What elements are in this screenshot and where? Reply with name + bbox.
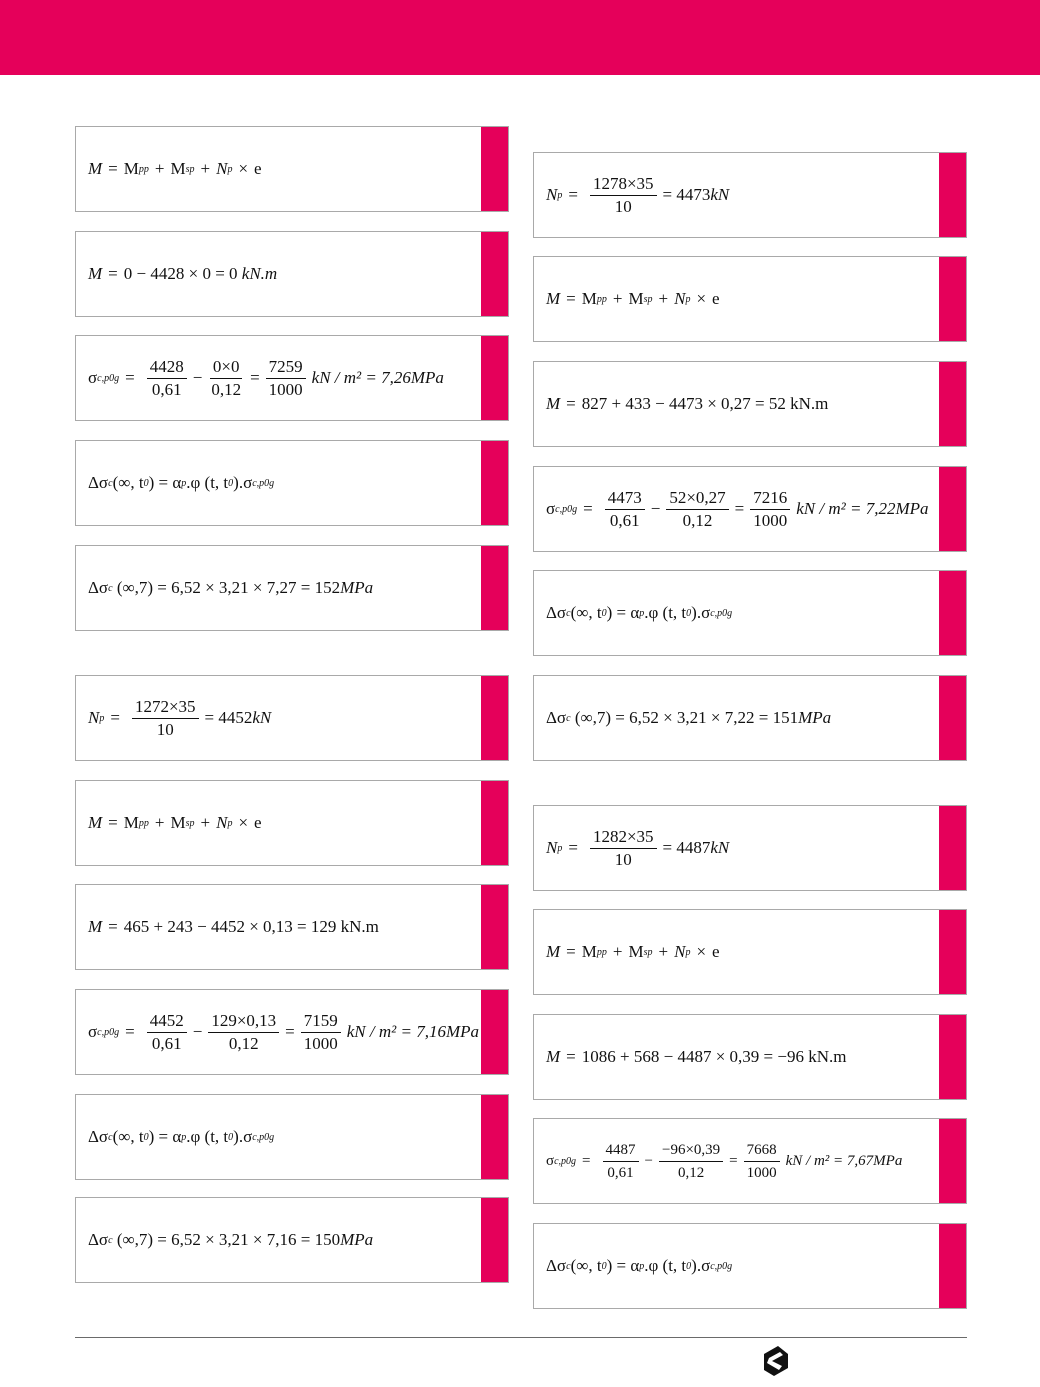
unit: kN xyxy=(252,708,272,727)
subscript: sp xyxy=(185,163,195,175)
subscript: c xyxy=(566,607,571,619)
symbol: Δσ xyxy=(88,578,109,597)
numerator: 4428 xyxy=(147,357,187,379)
expression: (∞,7) = 6,52 × 3,21 × 7,16 = 150 xyxy=(116,1230,341,1249)
denominator: 0,61 xyxy=(151,379,182,399)
expression: ).σ xyxy=(691,603,711,622)
fraction xyxy=(659,1140,723,1183)
accent-tab xyxy=(481,1198,508,1282)
denominator: 1000 xyxy=(746,1164,777,1181)
numerator: 4473 xyxy=(605,488,645,510)
accent-tab xyxy=(481,1095,508,1179)
denominator: 1000 xyxy=(753,510,788,530)
denominator: 1000 xyxy=(268,379,303,399)
formula-box xyxy=(75,335,509,421)
fraction xyxy=(208,1011,279,1054)
subscript: 0 xyxy=(686,1260,692,1272)
footer-divider xyxy=(75,1337,967,1338)
stress-formula: σ c,p0g = $\frac{4452}{0,61}$ − $\frac{129\times 0,13}{0,12}$ = $\frac{7159}{1000}$ kN / m² = 7,16 MPa xyxy=(88,1010,479,1053)
denominator: 10 xyxy=(614,196,632,216)
symbol: e xyxy=(712,942,720,961)
subscript: c,p0g xyxy=(710,607,733,619)
expression: 1086 + 568 − 4487 × 0,39 = −96 kN.m xyxy=(581,1047,847,1066)
expression: ) = α xyxy=(148,473,182,492)
accent-tab xyxy=(481,885,508,969)
unit: MPa xyxy=(340,1230,374,1249)
fraction xyxy=(208,357,244,400)
accent-tab xyxy=(939,806,966,890)
formula-box xyxy=(533,909,967,995)
expression: ).σ xyxy=(691,1256,711,1275)
numerator: 7159 xyxy=(301,1011,341,1033)
numerator: −96×0,39 xyxy=(659,1140,723,1162)
expression: (∞,7) = 6,52 × 3,21 × 7,22 = 151 xyxy=(574,708,799,727)
formula-box xyxy=(533,256,967,342)
subscript: 0 xyxy=(228,1131,234,1143)
moment-value: M = 1086 + 568 − 4487 × 0,39 = −96 kN.m xyxy=(546,1047,847,1066)
formula-box xyxy=(533,466,967,552)
denominator: 0,12 xyxy=(228,1033,259,1053)
prestress-force: N p = $\frac{1272\times 35}{10}$ = 4452 kN xyxy=(88,696,272,739)
numerator: 52×0,27 xyxy=(666,488,728,510)
symbol: σ xyxy=(88,368,98,387)
moment-value: M = 827 + 433 − 4473 × 0,27 = 52 kN.m xyxy=(546,394,829,413)
moment-value: M = 465 + 243 − 4452 × 0,13 = 129 kN.m xyxy=(88,917,379,936)
symbol: M xyxy=(628,289,644,308)
accent-tab xyxy=(939,571,966,655)
prestress-force: N p = $\frac{1278\times 35}{10}$ = 4473 kN xyxy=(546,173,730,216)
accent-tab xyxy=(939,676,966,760)
formula-box xyxy=(75,440,509,526)
fraction xyxy=(744,1140,780,1183)
symbol: M xyxy=(546,394,561,413)
fraction xyxy=(132,697,199,740)
subscript: c,p0g xyxy=(97,372,120,384)
prestress-force: N p = $\frac{1282\times 35}{10}$ = 4487 kN xyxy=(546,826,730,869)
expression: .φ (t, t xyxy=(644,1256,687,1275)
denominator: 0,61 xyxy=(609,510,640,530)
expression: kN / m² = 7,16 xyxy=(346,1022,446,1041)
formula-box xyxy=(533,152,967,238)
unit: MPa xyxy=(445,1022,479,1041)
symbol: M xyxy=(628,942,644,961)
subscript: p xyxy=(99,712,105,724)
accent-tab xyxy=(939,1119,966,1203)
formula-box xyxy=(533,361,967,447)
expression: = 4487 xyxy=(662,838,711,857)
numerator: 1278×35 xyxy=(590,174,657,196)
numerator: 1272×35 xyxy=(132,697,199,719)
expression: kN / m² = 7,67 xyxy=(785,1152,874,1169)
symbol: σ xyxy=(88,1022,98,1041)
formula-box xyxy=(75,126,509,212)
symbol: M xyxy=(546,1047,561,1066)
subscript: 0 xyxy=(601,1260,607,1272)
denominator: 0,12 xyxy=(211,379,242,399)
stress-formula: σ c,p0g = $\frac{4487}{0,61}$ − $\frac{-96\times 0,39}{0,12}$ = $\frac{7668}{1000}$ kN / m² = 7,67 MPa xyxy=(546,1141,903,1181)
accent-tab xyxy=(481,781,508,865)
unit: MPa xyxy=(340,578,374,597)
expression: (∞, t xyxy=(570,1256,602,1275)
expression: ) = α xyxy=(606,603,640,622)
unit: MPa xyxy=(895,499,929,518)
expression: (∞, t xyxy=(112,1127,144,1146)
subscript: c xyxy=(108,1234,113,1246)
subscript: pp xyxy=(596,293,607,305)
publisher-logo-icon xyxy=(758,1344,790,1378)
symbol: Δσ xyxy=(546,603,567,622)
subscript: c,p0g xyxy=(97,1026,120,1038)
fraction xyxy=(301,1011,341,1054)
subscript: pp xyxy=(138,163,149,175)
denominator: 0,61 xyxy=(151,1033,182,1053)
subscript: p xyxy=(181,1131,187,1143)
formula-box xyxy=(533,805,967,891)
subscript: 0 xyxy=(686,607,692,619)
symbol: M xyxy=(581,289,597,308)
numerator: 129×0,13 xyxy=(208,1011,279,1033)
moment-value: M = 0 − 4428 × 0 = 0 kN.m xyxy=(88,264,278,283)
subscript: 0 xyxy=(143,1131,149,1143)
stress-loss-value xyxy=(88,1198,373,1282)
numerator: 4452 xyxy=(147,1011,187,1033)
accent-tab xyxy=(939,467,966,551)
expression: .φ (t, t xyxy=(186,1127,229,1146)
fraction xyxy=(590,174,657,217)
subscript: sp xyxy=(643,946,653,958)
accent-tab xyxy=(481,990,508,1074)
expression: = 4473 xyxy=(662,185,711,204)
stress-loss-formula xyxy=(546,571,732,655)
symbol: Δσ xyxy=(546,1256,567,1275)
fraction xyxy=(147,1011,187,1054)
subscript: pp xyxy=(596,946,607,958)
numerator: 7259 xyxy=(266,357,306,379)
accent-tab xyxy=(481,127,508,211)
symbol: M xyxy=(546,942,561,961)
formula-box xyxy=(533,1014,967,1100)
expression: kN / m² = 7,22 xyxy=(796,499,896,518)
subscript: p xyxy=(227,163,233,175)
unit: kN.m xyxy=(241,264,278,283)
symbol: M xyxy=(546,289,561,308)
moment-formula: M = M pp + M sp + N p × e xyxy=(546,289,720,308)
denominator: 10 xyxy=(614,849,632,869)
accent-tab xyxy=(939,362,966,446)
symbol: N xyxy=(546,838,558,857)
unit: MPa xyxy=(873,1152,903,1169)
fraction xyxy=(590,827,657,870)
subscript: c xyxy=(566,1260,571,1272)
subscript: p xyxy=(639,607,645,619)
subscript: c,p0g xyxy=(710,1260,733,1272)
symbol: M xyxy=(88,159,103,178)
stress-loss-formula xyxy=(546,1224,732,1308)
header-bar xyxy=(0,0,1040,75)
subscript: c,p0g xyxy=(252,1131,275,1143)
expression: .φ (t, t xyxy=(644,603,687,622)
numerator: 1282×35 xyxy=(590,827,657,849)
symbol: M xyxy=(88,917,103,936)
subscript: c xyxy=(108,1131,113,1143)
symbol: M xyxy=(581,942,597,961)
symbol: N xyxy=(216,813,228,832)
formula-box xyxy=(75,231,509,317)
expression: 465 + 243 − 4452 × 0,13 = 129 kN.m xyxy=(123,917,379,936)
subscript: p xyxy=(639,1260,645,1272)
subscript: c,p0g xyxy=(555,503,578,515)
subscript: c xyxy=(566,712,571,724)
expression: ) = α xyxy=(606,1256,640,1275)
symbol: M xyxy=(88,813,103,832)
moment-formula: M = M pp + M sp + N p × e xyxy=(88,813,262,832)
formula-box xyxy=(533,570,967,656)
subscript: 0 xyxy=(143,477,149,489)
subscript: p xyxy=(181,477,187,489)
subscript: p xyxy=(227,817,233,829)
accent-tab xyxy=(481,676,508,760)
accent-tab xyxy=(939,1224,966,1308)
subscript: sp xyxy=(185,817,195,829)
stress-formula: σ c,p0g = $\frac{4473}{0,61}$ − $\frac{52\times 0,27}{0,12}$ = $\frac{7216}{1000}$ kN / m² = 7,22 MPa xyxy=(546,487,929,530)
expression: kN / m² = 7,26 xyxy=(311,368,411,387)
symbol: N xyxy=(88,708,100,727)
accent-tab xyxy=(939,153,966,237)
denominator: 1000 xyxy=(303,1033,338,1053)
moment-formula: M = M pp + M sp + N p × e xyxy=(546,942,720,961)
symbol: N xyxy=(674,289,686,308)
formula-box xyxy=(75,884,509,970)
fraction xyxy=(603,1140,639,1183)
expression: ).σ xyxy=(233,1127,253,1146)
numerator: 7216 xyxy=(750,488,790,510)
formula-box xyxy=(75,545,509,631)
symbol: M xyxy=(170,813,186,832)
subscript: c,p0g xyxy=(252,477,275,489)
accent-tab xyxy=(939,1015,966,1099)
stress-loss-formula xyxy=(88,1095,274,1179)
numerator: 0×0 xyxy=(210,357,243,379)
denominator: 0,12 xyxy=(677,1164,705,1181)
subscript: c xyxy=(108,582,113,594)
formula-box xyxy=(75,989,509,1075)
subscript: p xyxy=(557,842,563,854)
accent-tab xyxy=(939,257,966,341)
accent-tab xyxy=(481,441,508,525)
denominator: 0,12 xyxy=(682,510,713,530)
accent-tab xyxy=(481,546,508,630)
formula-box xyxy=(75,675,509,761)
symbol: M xyxy=(123,813,139,832)
symbol: N xyxy=(546,185,558,204)
unit: kN xyxy=(710,838,730,857)
numerator: 7668 xyxy=(744,1140,780,1162)
subscript: p xyxy=(557,189,563,201)
subscript: c,p0g xyxy=(554,1155,577,1167)
fraction xyxy=(750,488,790,531)
symbol: e xyxy=(712,289,720,308)
expression: .φ (t, t xyxy=(186,473,229,492)
fraction xyxy=(666,488,728,531)
subscript: sp xyxy=(643,293,653,305)
stress-loss-value xyxy=(546,676,831,760)
symbol: e xyxy=(254,159,262,178)
formula-box xyxy=(533,675,967,761)
unit: MPa xyxy=(798,708,832,727)
symbol: M xyxy=(123,159,139,178)
expression: (∞, t xyxy=(570,603,602,622)
symbol: M xyxy=(170,159,186,178)
formula-box xyxy=(533,1118,967,1204)
accent-tab xyxy=(939,910,966,994)
symbol: Δσ xyxy=(546,708,567,727)
denominator: 10 xyxy=(156,719,174,739)
stress-formula: σ c,p0g = $\frac{4428}{0,61}$ − $\frac{0\times 0}{0,12}$ = $\frac{7259}{1000}$ kN / m² = 7,26 MPa xyxy=(88,356,444,399)
fraction xyxy=(266,357,306,400)
symbol: Δσ xyxy=(88,1127,109,1146)
symbol: Δσ xyxy=(88,473,109,492)
accent-tab xyxy=(481,336,508,420)
fraction xyxy=(605,488,645,531)
subscript: p xyxy=(685,946,691,958)
symbol: Δσ xyxy=(88,1230,109,1249)
moment-formula: M = M pp + M sp + N p × e xyxy=(88,159,262,178)
formula-box xyxy=(75,780,509,866)
subscript: c xyxy=(108,477,113,489)
unit: kN xyxy=(710,185,730,204)
expression: 827 + 433 − 4473 × 0,27 = 52 kN.m xyxy=(581,394,829,413)
symbol: σ xyxy=(546,1152,555,1169)
fraction xyxy=(147,357,187,400)
subscript: 0 xyxy=(228,477,234,489)
stress-loss-formula xyxy=(88,441,274,525)
accent-tab xyxy=(481,232,508,316)
stress-loss-value xyxy=(88,546,373,630)
numerator: 4487 xyxy=(603,1140,639,1162)
expression: ).σ xyxy=(233,473,253,492)
subscript: p xyxy=(685,293,691,305)
expression: = 4452 xyxy=(204,708,253,727)
formula-box xyxy=(533,1223,967,1309)
expression: (∞,7) = 6,52 × 3,21 × 7,27 = 152 xyxy=(116,578,341,597)
expression: (∞, t xyxy=(112,473,144,492)
denominator: 0,61 xyxy=(607,1164,634,1181)
symbol: σ xyxy=(546,499,556,518)
expression: 0 − 4428 × 0 = 0 xyxy=(123,264,238,283)
subscript: 0 xyxy=(601,607,607,619)
symbol: N xyxy=(216,159,228,178)
symbol: e xyxy=(254,813,262,832)
formula-box xyxy=(75,1197,509,1283)
unit: MPa xyxy=(410,368,444,387)
symbol: N xyxy=(674,942,686,961)
expression: ) = α xyxy=(148,1127,182,1146)
subscript: pp xyxy=(138,817,149,829)
symbol: M xyxy=(88,264,103,283)
formula-box xyxy=(75,1094,509,1180)
